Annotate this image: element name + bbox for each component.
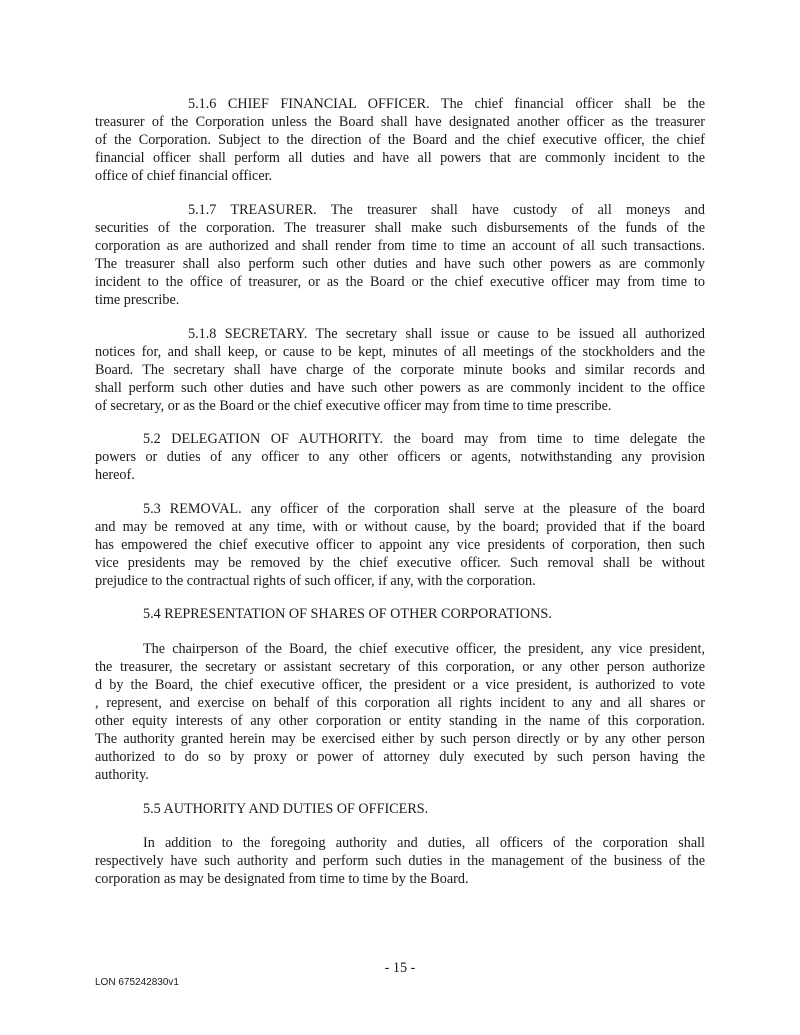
section-5-4-line-5: other equity interests of any other corporation or entity standing in the name of this corporation. bbox=[95, 713, 705, 729]
section-5-1-6-line-5: office of chief financial officer. bbox=[95, 168, 273, 184]
section-5-1-8-line-5: of secretary, or as the Board or the chief executive officer may from time to time prescribe. bbox=[95, 398, 612, 414]
section-5-4-line-8: authority. bbox=[95, 767, 149, 783]
section-5-4-line-4: , represent, and exercise on behalf of this corporation all rights incident to any and all shares or bbox=[95, 695, 705, 711]
section-5-1-6-line-3: of the Corporation. Subject to the direction of the Board and the chief executive officer, the chief bbox=[95, 132, 705, 148]
section-5-1-6-line-4: financial officer shall perform all duties and have all powers that are commonly incident to the bbox=[95, 150, 705, 166]
section-5-4-line-2: the treasurer, the secretary or assistant secretary of this corporation, or any other person authorize bbox=[95, 659, 705, 675]
section-5-3-line-2: and may be removed at any time, with or without cause, by the board; provided that if the board bbox=[95, 519, 705, 535]
section-5-4-line-1: The chairperson of the Board, the chief executive officer, the president, any vice president, bbox=[143, 641, 705, 657]
section-5-3-line-3: has empowered the chief executive officer to appoint any vice presidents of corporation, then such bbox=[95, 537, 705, 553]
section-5-1-8-line-1: 5.1.8 SECRETARY. The secretary shall issue or cause to be issued all authorized bbox=[188, 326, 705, 342]
page-number: - 15 - bbox=[384, 960, 416, 976]
section-5-1-8-line-3: Board. The secretary shall have charge of the corporate minute books and similar records and bbox=[95, 362, 705, 378]
section-5-1-8-line-4: shall perform such other duties and have such other powers as are commonly incident to the office bbox=[95, 380, 705, 396]
section-5-5-line-3: corporation as may be designated from time to time by the Board. bbox=[95, 871, 469, 887]
section-5-1-7-line-1: 5.1.7 TREASURER. The treasurer shall have custody of all moneys and bbox=[188, 202, 705, 218]
section-5-1-7-line-4: The treasurer shall also perform such other duties and have such other powers as are commonly bbox=[95, 256, 705, 272]
section-5-5-heading: 5.5 AUTHORITY AND DUTIES OF OFFICERS. bbox=[143, 801, 429, 817]
section-5-5-line-1: In addition to the foregoing authority and duties, all officers of the corporation shall bbox=[143, 835, 705, 851]
section-5-2-line-2: powers or duties of any officer to any other officers or agents, notwithstanding any provision bbox=[95, 449, 705, 465]
section-5-4-line-6: The authority granted herein may be exercised either by such person directly or by any other person bbox=[95, 731, 705, 747]
section-5-4-line-3: d by the Board, the chief executive officer, the president or a vice president, is authorized to vote bbox=[95, 677, 705, 693]
section-5-3-line-5: prejudice to the contractual rights of such officer, if any, with the corporation. bbox=[95, 573, 536, 589]
section-5-2-line-3: hereof. bbox=[95, 467, 135, 483]
section-5-3-line-4: vice presidents may be removed by the chief executive officer. Such removal shall be without bbox=[95, 555, 705, 571]
section-5-1-7-line-2: securities of the corporation. The treasurer shall make such disbursements of the funds of the bbox=[95, 220, 705, 236]
section-5-3-line-1: 5.3 REMOVAL. any officer of the corporation shall serve at the pleasure of the board bbox=[143, 501, 705, 517]
section-5-4-heading: 5.4 REPRESENTATION OF SHARES OF OTHER CORPORATIONS. bbox=[143, 606, 552, 622]
section-5-1-6-line-2: treasurer of the Corporation unless the Board shall have designated another officer as the treasurer bbox=[95, 114, 705, 130]
section-5-1-8-line-2: notices for, and shall keep, or cause to be kept, minutes of all meetings of the stockholders and the bbox=[95, 344, 705, 360]
section-5-4-line-7: authorized to do so by proxy or power of attorney duly executed by such person having the bbox=[95, 749, 705, 765]
section-5-1-7-line-6: time prescribe. bbox=[95, 292, 180, 308]
section-5-1-7-line-3: corporation as are authorized and shall render from time to time an account of all such transactions. bbox=[95, 238, 705, 254]
section-5-1-7-line-5: incident to the office of treasurer, or as the Board or the chief executive officer may from time to bbox=[95, 274, 705, 290]
section-5-1-6-line-1: 5.1.6 CHIEF FINANCIAL OFFICER. The chief financial officer shall be the bbox=[188, 96, 705, 112]
section-5-2-line-1: 5.2 DELEGATION OF AUTHORITY. the board may from time to time delegate the bbox=[143, 431, 705, 447]
section-5-5-line-2: respectively have such authority and perform such duties in the management of the business of the bbox=[95, 853, 705, 869]
document-id: LON 675242830v1 bbox=[95, 977, 179, 988]
